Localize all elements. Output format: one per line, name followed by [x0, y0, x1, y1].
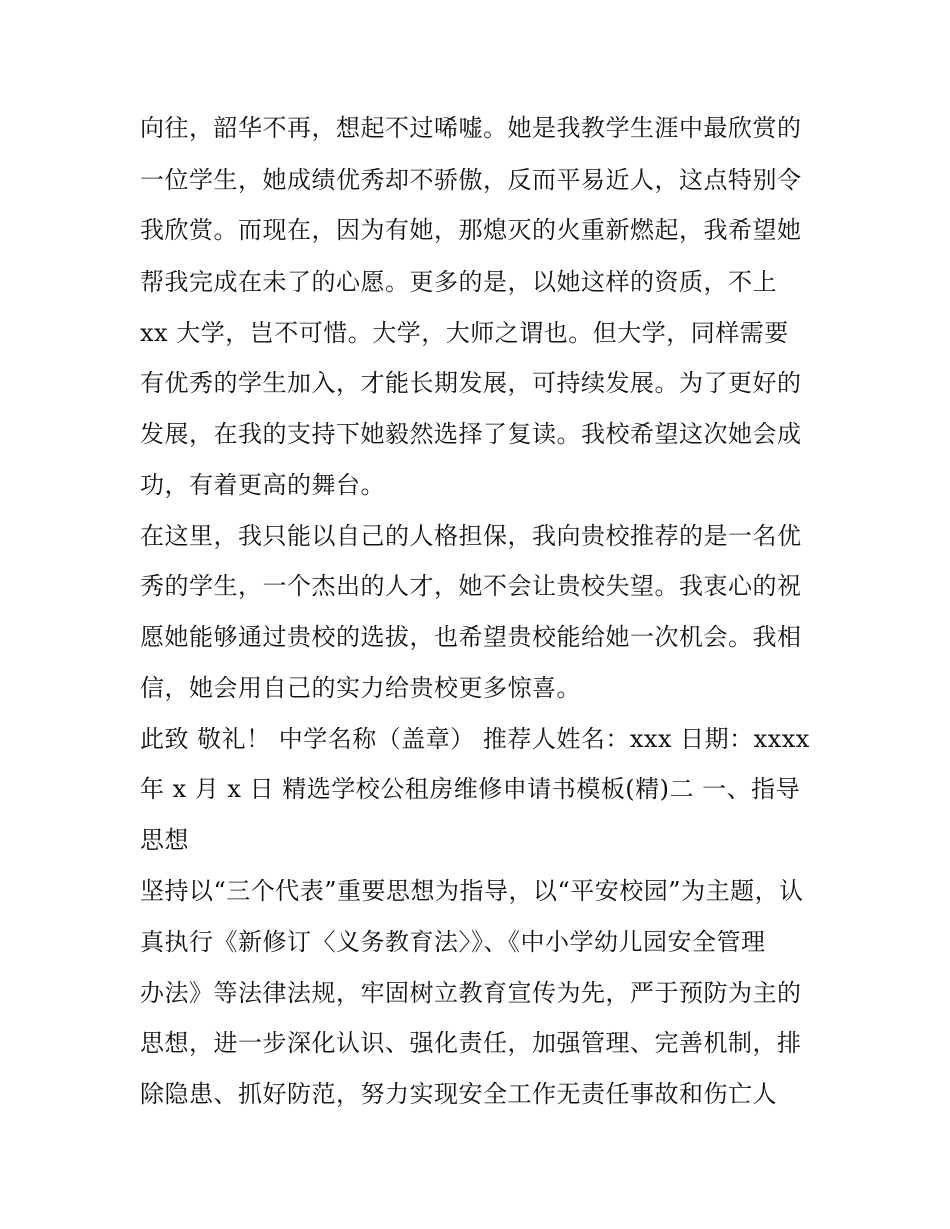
text-line: 坚持以“三个代表”重要思想为指导，以“平安校园”为主题，认 — [140, 877, 804, 905]
text-line: 功，有着更高的舞台。 — [140, 471, 385, 499]
text-line: 我欣赏。而现在，因为有她，那熄灭的火重新燃起，我希望她 — [140, 216, 802, 244]
text-line: 帮我完成在未了的心愿。更多的是，以她这样的资质，不上 — [140, 268, 777, 296]
text-line: 真执行《新修订〈义务教育法〉》、《中小学幼儿园安全管理 — [140, 928, 766, 956]
text-line: 此致 敬礼！ 中学名称（盖章） 推荐人姓名：xxx 日期：xxxx — [140, 725, 810, 753]
text-line: 在这里，我只能以自己的人格担保，我向贵校推荐的是一名优 — [140, 522, 802, 550]
text-line: xx 大学，岂不可惜。大学，大师之谓也。但大学，同样需要 — [140, 319, 789, 347]
text-line: 年 x 月 x 日 精选学校公租房维修申请书模板(精)二 一、指导 — [140, 775, 801, 803]
text-line: 有优秀的学生加入，才能长期发展，可持续发展。为了更好的 — [140, 369, 802, 397]
text-line: 思想 — [140, 826, 189, 854]
text-line: 除隐患、抓好防范，努力实现安全工作无责任事故和伤亡人 — [140, 1080, 777, 1108]
text-line: 愿她能够通过贵校的选拔，也希望贵校能给她一次机会。我相 — [140, 623, 802, 651]
text-line: 向往，韶华不再，想起不过唏嘘。她是我教学生涯中最欣赏的 — [140, 114, 802, 142]
text-line: 思想，进一步深化认识、强化责任，加强管理、完善机制，排 — [140, 1029, 802, 1057]
text-line: 办法》等法律法规，牢固树立教育宣传为先，严于预防为主的 — [140, 979, 802, 1007]
text-line: 发展，在我的支持下她毅然选择了复读。我校希望这次她会成 — [140, 420, 802, 448]
text-line: 一位学生，她成绩优秀却不骄傲，反而平易近人，这点特别令 — [140, 166, 802, 194]
text-line: 秀的学生，一个杰出的人才，她不会让贵校失望。我衷心的祝 — [140, 572, 802, 600]
text-line: 信，她会用自己的实力给贵校更多惊喜。 — [140, 674, 581, 702]
